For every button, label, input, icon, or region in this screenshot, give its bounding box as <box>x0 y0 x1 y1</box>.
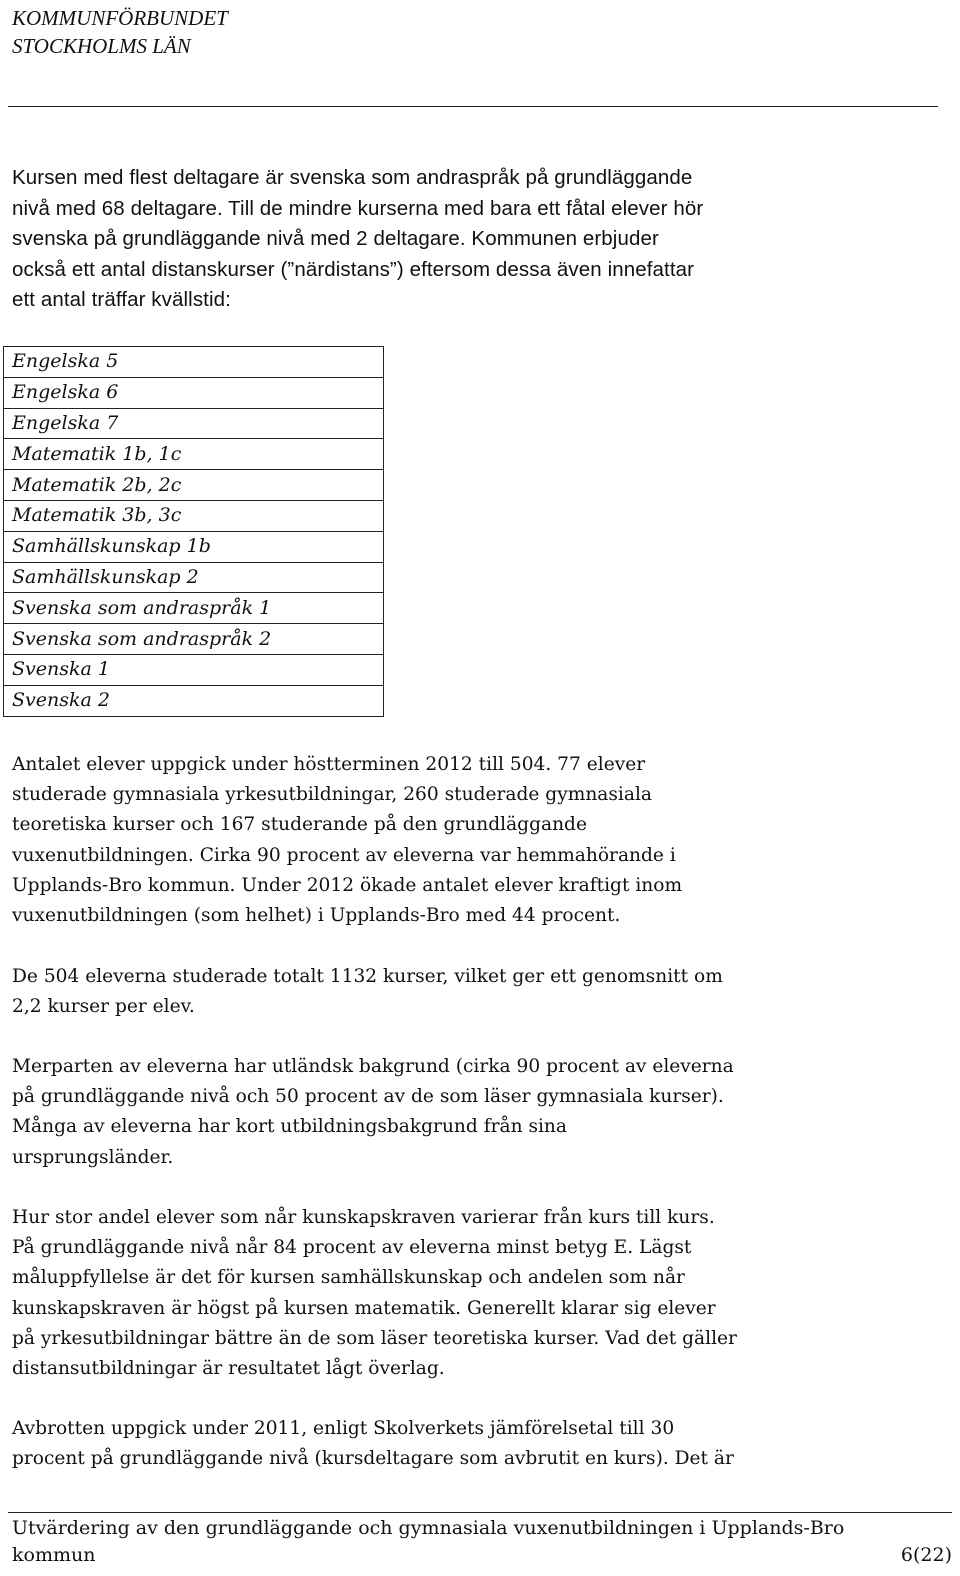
paragraph-results <box>12 1203 932 1384</box>
course-cell: Samhällskunskap 2 <box>4 562 384 593</box>
paragraph-line: distansutbildningar är resultatet lågt överlag. <box>12 1358 445 1380</box>
course-cell: Svenska som andraspråk 2 <box>4 624 384 655</box>
footer-title-continued: kommun <box>12 1544 96 1566</box>
course-cell: Matematik 3b, 3c <box>4 500 384 531</box>
paragraph-line: Många av eleverna har kort utbildningsbakgrund från sina <box>12 1116 567 1138</box>
paragraph-line: De 504 eleverna studerade totalt 1132 kurser, vilket ger ett genomsnitt om <box>12 966 723 987</box>
paragraph-student-numbers <box>12 750 932 931</box>
course-cell: Svenska 1 <box>4 654 384 685</box>
table-row <box>4 500 384 531</box>
intro-line: ett antal träffar kvällstid: <box>12 288 231 311</box>
page-footer <box>12 1515 952 1569</box>
intro-line: nivå med 68 deltagare. Till de mindre kurserna med bara ett fåtal elever hör <box>12 196 704 220</box>
footer-divider <box>8 1512 952 1513</box>
paragraph-course-count <box>12 962 932 1022</box>
paragraph-line: Antalet elever uppgick under höstterminen 2012 till 504. 77 elever <box>12 754 646 775</box>
intro-paragraph <box>12 163 912 316</box>
paragraph-line: vuxenutbildningen (som helhet) i Upplands-Bro med 44 procent. <box>12 905 621 927</box>
course-cell: Samhällskunskap 1b <box>4 531 384 562</box>
table-row <box>4 377 384 408</box>
paragraph-line: på yrkesutbildningar bättre än de som läser teoretiska kurser. Vad det gäller <box>12 1327 737 1349</box>
intro-line: också ett antal distanskurser (”närdistans”) eftersom dessa även innefattar <box>12 257 695 281</box>
header-divider <box>8 106 938 107</box>
intro-line: Kursen med flest deltagare är svenska som andraspråk på grundläggande <box>12 166 693 189</box>
page-number: 6(22) <box>900 1544 952 1566</box>
paragraph-line: procent på grundläggande nivå (kursdeltagare som avbrutit en kurs). Det är <box>12 1448 734 1470</box>
table-row <box>4 593 384 624</box>
paragraph-dropouts <box>12 1414 932 1474</box>
table-row <box>4 685 384 716</box>
course-cell: Matematik 2b, 2c <box>4 470 384 501</box>
course-cell: Matematik 1b, 1c <box>4 439 384 470</box>
table-row <box>4 531 384 562</box>
table-row <box>4 624 384 655</box>
paragraph-line: 2,2 kurser per elev. <box>12 996 195 1018</box>
course-cell: Engelska 6 <box>4 377 384 408</box>
paragraph-line: På grundläggande nivå når 84 procent av eleverna minst betyg E. Lägst <box>12 1237 692 1259</box>
intro-line: svenska på grundläggande nivå med 2 deltagare. Kommunen erbjuder <box>12 227 659 250</box>
table-row <box>4 470 384 501</box>
course-cell: Svenska som andraspråk 1 <box>4 593 384 624</box>
paragraph-line: på grundläggande nivå och 50 procent av de som läser gymnasiala kurser). <box>12 1086 724 1108</box>
table-row <box>4 439 384 470</box>
course-cell: Engelska 7 <box>4 408 384 439</box>
organization-name-line-1: KOMMUNFÖRBUNDET <box>12 6 228 30</box>
paragraph-line: måluppfyllelse är det för kursen samhällskunskap och andelen som når <box>12 1267 685 1289</box>
paragraph-line: ursprungsländer. <box>12 1146 174 1168</box>
table-row <box>4 347 384 378</box>
course-cell: Engelska 5 <box>4 347 384 378</box>
paragraph-background <box>12 1052 932 1173</box>
table-row <box>4 562 384 593</box>
paragraph-line: kunskapskraven är högst på kursen matematik. Generellt klarar sig elever <box>12 1297 716 1319</box>
footer-title: Utvärdering av den grundläggande och gymnasiala vuxenutbildningen i Upplands-Bro <box>12 1517 845 1539</box>
table-row <box>4 654 384 685</box>
table-row <box>4 408 384 439</box>
distance-course-table <box>3 346 384 717</box>
paragraph-line: Upplands-Bro kommun. Under 2012 ökade antalet elever kraftigt inom <box>12 874 683 896</box>
paragraph-line: vuxenutbildningen. Cirka 90 procent av eleverna var hemmahörande i <box>12 844 676 866</box>
organization-name <box>12 4 228 60</box>
paragraph-line: studerade gymnasiala yrkesutbildningar, 260 studerade gymnasiala <box>12 784 652 806</box>
paragraph-line: teoretiska kurser och 167 studerande på den grundläggande <box>12 814 587 836</box>
paragraph-line: Avbrotten uppgick under 2011, enligt Skolverkets jämförelsetal till 30 <box>12 1418 675 1439</box>
paragraph-line: Hur stor andel elever som når kunskapskraven varierar från kurs till kurs. <box>12 1207 715 1228</box>
paragraph-line: Merparten av eleverna har utländsk bakgrund (cirka 90 procent av eleverna <box>12 1056 734 1077</box>
organization-name-line-2: STOCKHOLMS LÄN <box>12 34 191 58</box>
course-cell: Svenska 2 <box>4 685 384 716</box>
